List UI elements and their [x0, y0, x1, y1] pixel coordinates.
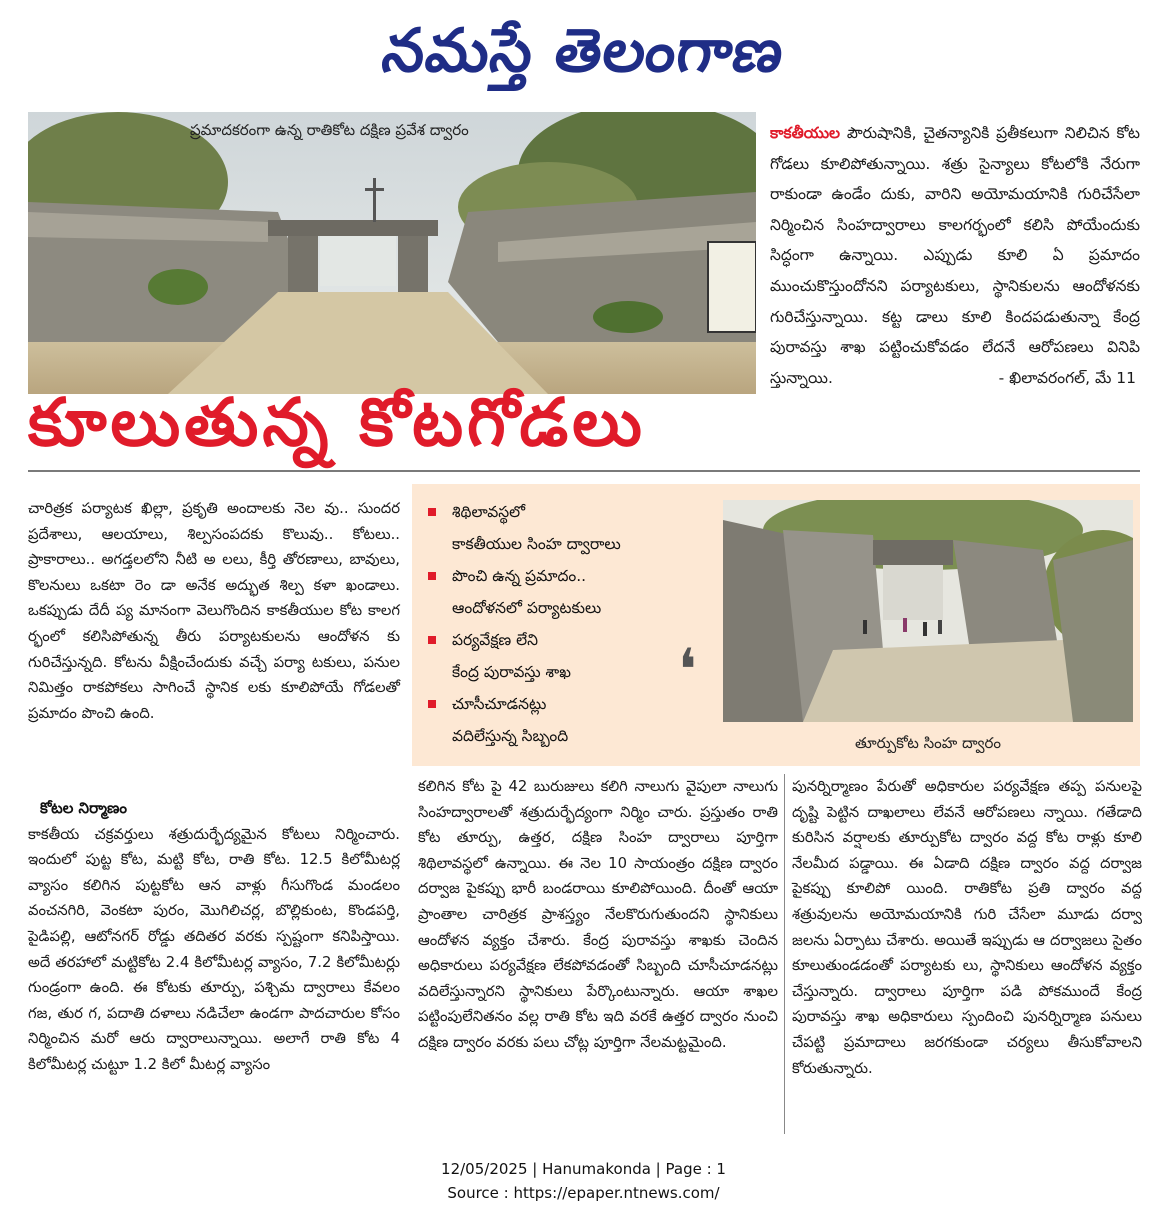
lead-paragraph	[770, 118, 1140, 393]
bullet-icon	[428, 572, 436, 580]
bullet-icon	[428, 700, 436, 708]
dateline: - ఖిలావరంగల్, మే 11	[998, 368, 1136, 387]
column-3-text: పునర్నిర్మాణం పేరుతో అధికారుల పర్యవేక్షణ తప్ప పనులపై దృష్టి పెట్టిన దాఖలాలు లేవనే ఆరోపణలు న్నాయి. గతేడాది కురిసిన వర్షాలకు తూర్పుకోట ద్వారం వద్ద కోట రాళ్లు కూలి నేలమీద పడ్డాయి. ఈ ఏడాది దక్షిణ ద్వారం వద్ద దర్వాజ పైకప్పు కూలిపో యింది. రాతికోట ప్రతి ద్వారం వద్ద శత్రువులను అయోమయానికి గురి చేసేలా మూడు దర్వా జలను ఏర్పాటు చేశారు. అయితే ఇప్పుడు ఆ దర్వాజలు సైతం కూలుతుండడంతో పర్యాటకు లు, స్థానికులు ఆందోళన వ్యక్తం చేస్తున్నారు. ద్వారాలు పూర్తిగా పడి పోకముందే కేంద్ర పురావస్తు శాఖ అధికారులు స్పందించి పునర్నిర్మాణ పనులు చేపట్టి ప్రమాదాలు జరగకుండా చర్యలు తీసుకోవాలని కోరుతున్నారు.	[792, 778, 1142, 1077]
column-1-body	[28, 796, 400, 1078]
bullet-icon	[428, 636, 436, 644]
lead-text: పౌరుషానికి, చైతన్యానికి ప్రతీకలుగా నిలిచిన కోట గోడలు కూలిపోతున్నాయి. శత్రు సైన్యాలు కోటలోకి నేరుగా రాకుండా ఉండేం దుకు, వారిని అయోమయానికి గురిచేసేలా నిర్మించిన సింహద్వారాలు కాలగర్భంలో కలిసి పోయేందుకు సిద్ధంగా ఉన్నాయి. ఎప్పుడు కూలి ఏ ప్రమాదం ముంచుకొస్తుందోనని పర్యాటకులు, స్థానికులను ఆందోళనకు గురిచేస్తున్నాయి. కట్ట డాలు కూలి కిందపడుతున్నా కేంద్ర పురావస్తు శాఖ పట్టించుకోవడం లేదనే ఆరోపణలు వినిపి స్తున్నాయి.	[770, 124, 1140, 387]
column-divider	[784, 774, 785, 1134]
bullet-icon	[428, 508, 436, 516]
east-gate-photo	[723, 500, 1133, 722]
highlight-item: పొంచి ఉన్న ప్రమాదం.. ఆందోళనలో పర్యాటకులు	[424, 560, 694, 624]
main-photo-caption: ప్రమాదకరంగా ఉన్న రాతికోట దక్షిణ ప్రవేశ ద్వారం	[190, 121, 469, 139]
headline: కూలుతున్న కోటగోడలు	[28, 384, 646, 461]
lead-keyword: కాకతీయుల	[770, 124, 841, 142]
fort-south-gate-photo	[28, 112, 756, 394]
quote-mark-icon: ❛	[678, 636, 697, 704]
column-1-text: కాకతీయ చక్రవర్తులు శత్రుదుర్భేద్యమైన కోటలు నిర్మించారు. ఇందులో పుట్ట కోట, మట్టి కోట, రాతి కోట. 12.5 కిలోమీటర్ల వ్యాసం కలిగిన పుట్టకోట ఆన వాళ్లు గీసుగొండ మండలం వంచనగిరి, వెంకటా పురం, మొగిలిచర్ల, బొల్లికుంట, కొండపర్తి, పైడిపల్లి, ఆటోనగర్ రోడ్డు తదితర వరకు స్పష్టంగా కనిపిస్తాయి. అదే తరహాలో మట్టికోట 2.4 కిలోమీటర్ల వ్యాసం, 7.2 కిలోమీటర్లు గుండ్రంగా ఉంది. ఈ కోటకు తూర్పు, పశ్చిమ ద్వారాలు కేవలం గజ, తుర గ, పదాతి దళాలు నడిచేలా ఉండగా పాదచారుల కోసం నిర్మించిన మరో ఆరు ద్వారాలున్నాయి. అలాగే రాతి కోట 4 కిలోమీటర్ల చుట్టూ 1.2 కిలో మీటర్ల వ్యాసం	[28, 825, 400, 1073]
highlight-item: శిథిలావస్థలో కాకతీయుల సింహ ద్వారాలు	[424, 496, 694, 560]
highlights-list	[424, 496, 694, 752]
footer-source: Source : https://epaper.ntnews.com/	[447, 1184, 720, 1202]
highlight-item: చూసీచూడనట్లు వదిలేస్తున్న సిబ్బంది	[424, 688, 694, 752]
highlight-item: పర్యవేక్షణ లేని కేంద్ర పురావస్తు శాఖ	[424, 624, 694, 688]
intro-paragraph: చారిత్రక పర్యాటక ఖిల్లా, ప్రకృతి అందాలకు నెల వు.. సుందర ప్రదేశాలు, ఆలయాలు, శిల్పసంపదకు కొలువు.. కోటలు.. ప్రాకారాలు.. అగడ్తలలోని నీటి అ లలు, కీర్తి తోరణాలు, బావులు, కొలనులు ఒకటా రెం డా అనేక అద్భుత శిల్ప కళా ఖండాలు. ఒకప్పుడు దేదీ ప్య మానంగా వెలుగొందిన కాకతీయుల కోట కాలగ ర్భంలో కలిసిపోతున్న తీరు పర్యాటకులను ఆందోళన కు గురిచేస్తున్నది. కోటను వీక్షించేందుకు వచ్చే పర్యా టకులు, పనుల నిమిత్తం రాకపోకలు సాగించే స్థానిక లకు కూలిపోయే గోడలతో ప్రమాదం పొంచి ఉంది.	[28, 500, 400, 722]
footer-edition-info: 12/05/2025 | Hanumakonda | Page : 1	[441, 1160, 726, 1178]
column-2-text: కలిగిన కోట పై 42 బురుజులు కలిగి నాలుగు వైపులా నాలుగు సింహద్వారాలతో శత్రుదుర్భేద్యంగా నిర్మిం చారు. ప్రస్తుతం రాతి కోట తూర్పు, ఉత్తర, దక్షిణ సింహ ద్వారాలు పూర్తిగా శిథిలావస్థలో ఉన్నాయి. ఈ నెల 10 సాయంత్రం దక్షిణ ద్వారం దర్వాజ పైకప్పు భారీ బండరాయి కూలిపోయింది. దీంతో ఆయా ప్రాంతాల చారిత్రక ప్రాశస్త్యం నేలకొరుగుతుందని స్థానికులు ఆందోళన వ్యక్తం చేశారు. కేంద్ర పురావస్తు శాఖకు చెందిన అధికారులు పర్యవేక్షణ లేకపోవడంతో సిబ్బంది చూసీచూడనట్లు వదిలేస్తున్నారని స్థానికులు పేర్కొంటున్నారు. ఆయా శాఖల పట్టింపులేనితనం వల్ల రాతి కోట ఇది వరకే ఉత్తర ద్వారం నుంచి దక్షిణ ద్వారం వరకు పలు చోట్ల పూర్తిగా నేలమట్టమైంది.	[418, 778, 778, 1051]
gate-photo-caption: తూర్పుకోట సింహ ద్వారం	[854, 734, 1002, 752]
masthead: నమస్తే తెలంగాణ	[378, 16, 789, 86]
section-divider	[28, 470, 1140, 472]
subheading-fort-construction: కోటల నిర్మాణం	[40, 799, 127, 817]
